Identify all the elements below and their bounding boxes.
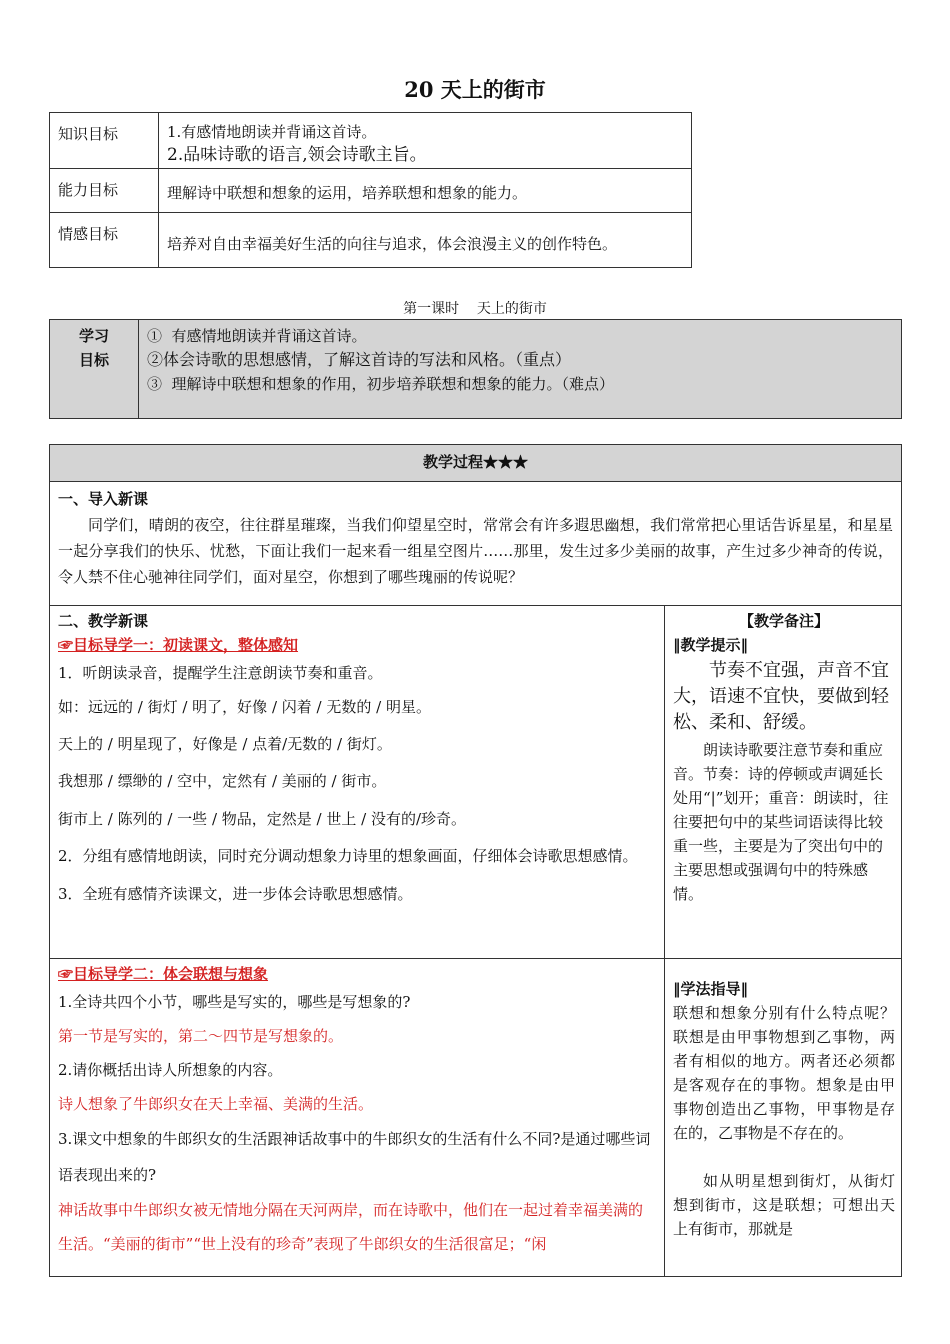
guide1-line: 1．听朗读录音，提醒学生注意朗读节奏和重音。 (58, 664, 383, 682)
question: 1.全诗共四个小节，哪些是写实的，哪些是写想象的? (58, 993, 411, 1011)
guide1-line: 如：远远的 / 街灯 / 明了，好像 / 闪着 / 无数的 / 明星。 (58, 698, 431, 716)
objective-line: 2.品味诗歌的语言,领会诗歌主旨。 (167, 145, 427, 165)
method-column (665, 959, 902, 1277)
page-title: 20 天上的街市 (404, 77, 546, 102)
study-goals-label (50, 320, 139, 419)
objective-line: 理解诗中联想和想象的运用，培养联想和想象的能力。 (159, 169, 692, 213)
lesson-heading: 第一课时 天上的街市 (403, 301, 547, 317)
study-goals-label-line: 学习 (78, 327, 109, 345)
study-goal-item: ③ 理解诗中联想和想象的作用，初步培养联想和想象的能力。（难点） (147, 375, 615, 393)
study-goals-table (49, 319, 902, 419)
objective-label: 能力目标 (50, 169, 159, 213)
guide2-title: ☞目标导学二：体会联想与想象 (58, 965, 269, 983)
guide1-line: 2．分组有感情地朗读，同时充分调动想象力诗里的想象画面，仔细体会诗歌思想感情。 (58, 847, 638, 865)
process-table (49, 444, 902, 1277)
method-text: 如从明星想到街灯，从街灯想到街市，这是联想；可想出天上有街市，那就是 (673, 1172, 895, 1238)
tip-small-text: 朗读诗歌要注意节奏和重应音。节奏：诗的停顿或声调延长处用“|”划开；重音：朗读时，往往要把句中的某些词语读得比较重一些，主要是为了突出句中的主要思想或强调句中的特殊感情。 (673, 741, 889, 903)
objective-line: 1.有感情地朗读并背诵这首诗。 (167, 123, 377, 141)
study-goal-item: ②体会诗歌的思想感情，了解这首诗的写法和风格。（重点） (147, 350, 572, 369)
objective-label: 情感目标 (50, 213, 159, 268)
guide1-line: 街市上 / 陈列的 / 一些 / 物品，定然是 / 世上 / 没有的/珍奇。 (58, 810, 467, 828)
objective-line: 培养对自由幸福美好生活的向往与追求，体会浪漫主义的创作特色。 (159, 213, 692, 268)
intro-section (50, 482, 902, 606)
tip-title: ‖教学提示‖ (673, 636, 749, 654)
answer: 神话故事中牛郎织女被无情地分隔在天河两岸，而在诗歌中，他们在一起过着幸福美满的生活。“美丽的街市”“世上没有的珍奇”表现了牛郎织女的生活很富足；“闲 (58, 1201, 644, 1253)
objective-label: 知识目标 (50, 113, 159, 169)
study-goals-list (139, 320, 902, 419)
guide1-title: ☞目标导学一：初读课文，整体感知 (58, 636, 299, 654)
guide2-section (50, 959, 665, 1277)
process-heading: 教学过程★★★ (50, 445, 902, 482)
objective-value (159, 113, 692, 169)
intro-title: 一、导入新课 (58, 490, 149, 508)
question: 3.课文中想象的牛郎织女的生活跟神话故事中的牛郎织女的生活有什么不同?是通过哪些词语表现出来的? (58, 1130, 651, 1184)
tip-big-text: 节奏不宜强，声音不宜大，语速不宜快，要做到轻松、柔和、舒缓。 (673, 660, 889, 733)
section2-title: 二、教学新课 (58, 612, 149, 630)
method-text: 联想和想象分别有什么特点呢？联想是由甲事物想到乙事物，两者有相似的地方。两者还必须都是客观存在的事物。想象是由甲事物创造出乙事物，甲事物是存在的，乙事物是不存在的。 (673, 1004, 895, 1142)
teaching-main (50, 606, 665, 959)
guide1-line: 我想那 / 缥缈的 / 空中，定然有 / 美丽的 / 街市。 (58, 772, 387, 790)
intro-text: 同学们，晴朗的夜空，往往群星璀璨，当我们仰望星空时，常常会有许多遐思幽想，我们常常把心里话告诉星星，和星星一起分享我们的快乐、忧愁，下面让我们一起来看一组星空图片……那里，发生过多少美丽的故事，产生过多少神奇的传说，令人禁不住心驰神往同学们，面对星空，你想到了哪些瑰丽的传说呢？ (58, 516, 893, 586)
answer: 诗人想象了牛郎织女在天上幸福、美满的生活。 (58, 1095, 374, 1113)
guide1-line: 3．全班有感情齐读课文，进一步体会诗歌思想感情。 (58, 885, 413, 903)
method-title: ‖学法指导‖ (673, 980, 749, 998)
answer: 第一节是写实的，第二～四节是写想象的。 (58, 1027, 344, 1045)
study-goals-label-line: 目标 (78, 351, 109, 369)
study-goal-item: ① 有感情地朗读并背诵这首诗。 (147, 327, 367, 345)
question: 2.请你概括出诗人所想象的内容。 (58, 1061, 283, 1079)
objectives-table (49, 112, 692, 268)
notes-title: 【教学备注】 (738, 612, 829, 630)
notes-column (665, 606, 902, 959)
guide1-line: 天上的 / 明星现了，好像是 / 点着/无数的 / 街灯。 (58, 735, 392, 753)
